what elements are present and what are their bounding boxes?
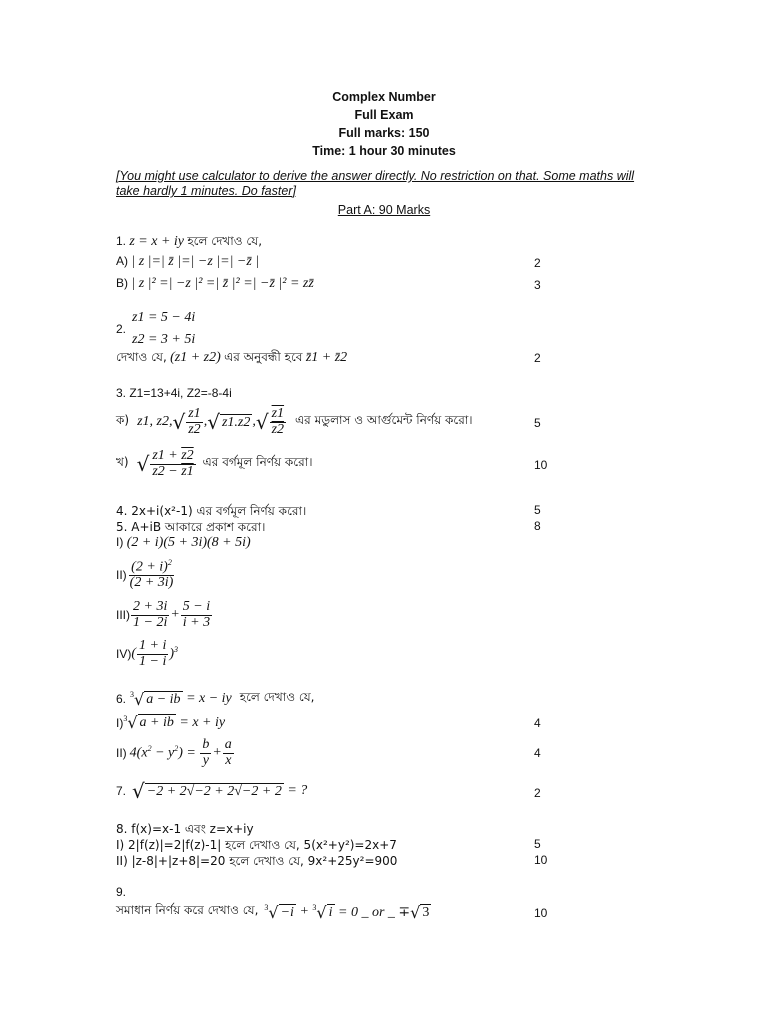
q2-number: 2. xyxy=(116,322,127,336)
q7-expression: −2 + 2√−2 + 2√−2 + 2 xyxy=(146,783,282,799)
q5-iii: III) $\frac{2 + 3i}{1 - 2i}$ + $\frac{5 - i}{i + 3}$ xyxy=(116,598,211,630)
q1-expression: z = x + iy xyxy=(129,234,185,249)
q2-line2: z2 = 3 + 5i xyxy=(132,332,196,347)
q5-iii-frac2: $\frac{5 - i}{i + 3}$ xyxy=(182,598,211,630)
q5-ii-label: II) xyxy=(116,568,127,582)
q2-prefix: দেখাও যে, xyxy=(116,350,167,364)
q1-b xyxy=(116,276,314,292)
q6-ii-frac1: $\frac{b}{y}$ xyxy=(202,736,210,768)
q8-i-mark: 5 xyxy=(534,837,541,851)
q4-mark: 5 xyxy=(534,503,541,517)
q6-i-label: I) xyxy=(116,715,124,730)
q9-text: সমাধান নির্ণয় করে দেখাও যে, xyxy=(116,903,259,917)
q5-i xyxy=(116,535,251,551)
exam-note: [You might use calculator to derive the answer directly. No restriction on that. Some maths will take hardly 1 minutes. Do faster] xyxy=(116,169,635,198)
q5-i-label: I) xyxy=(116,535,124,549)
q7-number: 7. xyxy=(116,784,127,798)
q5-iv-label: IV) xyxy=(116,647,132,661)
q3-kha-mark: 10 xyxy=(534,458,548,472)
q7-mark: 2 xyxy=(534,786,541,800)
part-a-title: Part A: 90 Marks xyxy=(337,203,431,217)
q2-mark: 2 xyxy=(534,351,541,365)
q5-mark: 8 xyxy=(534,519,541,533)
q8-ii-text: II) |z-8|+|z+8|=20 হলে দেখাও যে, 9x²+25y²=900 xyxy=(116,854,398,868)
q6-line: 6. $^3$ √ a − ib = x − iy হলে দেখাও যে, xyxy=(116,689,315,709)
q1-a-mark: 2 xyxy=(534,256,541,270)
q1-b-label: B) xyxy=(116,276,128,290)
q5-iv: IV) ( $\frac{1 + i}{1 - i}$ )$^3$ xyxy=(116,637,179,669)
q5-ii-frac: $\frac{(2 + i)^2}{(2 + 3i)}$ xyxy=(129,557,174,591)
exam-full-marks: Full marks: 150 xyxy=(338,126,430,140)
q8-i-text: I) 2|f(z)|=2|f(z)-1| হলে দেখাও যে, 5(x²+y²)=2x+7 xyxy=(116,838,397,852)
q1-line xyxy=(116,233,262,253)
q3-kha-label: খ) xyxy=(116,455,129,469)
q6-i-mark: 4 xyxy=(534,716,541,730)
q5-iii-frac1: $\frac{2 + 3i}{1 - 2i}$ xyxy=(133,598,168,630)
q3-kha-text: এর বর্গমূল নির্ণয় করো। xyxy=(202,455,313,469)
exam-header xyxy=(0,88,768,160)
q1-suffix: হলে দেখাও যে, xyxy=(187,234,263,248)
q2-result: z̄1 + z̄2 xyxy=(305,350,348,365)
q3-ka-label: ক) xyxy=(116,413,130,427)
q3-ka: ক) z1, z2, √ $\frac{z1}{z2}$ , √ z1.z2 , √ $\frac{z1}{z2}$ এর মডুলাস ও আর্গুমেন্ট নির্ণয় করো। xyxy=(116,405,473,437)
q2-statement xyxy=(116,349,347,369)
q5-ii xyxy=(116,556,176,594)
q8-line: 8. f(x)=x-1 এবং z=x+iy xyxy=(116,822,254,836)
q2-line1: z1 = 5 − 4i xyxy=(132,310,196,325)
q6-suffix: হলে দেখাও যে, xyxy=(239,690,315,704)
q6-ii-frac2: $\frac{a}{x}$ xyxy=(224,736,232,768)
q3-ka-text: এর মডুলাস ও আর্গুমেন্ট নির্ণয় করো। xyxy=(295,413,473,427)
q1-number: 1. xyxy=(116,234,127,248)
q5-iv-frac: $\frac{1 + i}{1 - i}$ xyxy=(139,637,167,669)
q5-i-expression: (2 + i)(5 + 3i)(8 + 5i) xyxy=(126,535,251,550)
exam-type: Full Exam xyxy=(354,108,414,122)
q3-ka-frac2: $\frac{z1}{z2}$ xyxy=(271,405,285,437)
q7-line: 7. √ −2 + 2√−2 + 2√−2 + 2 = ? xyxy=(116,779,308,803)
q3-kha: খ) √ $\frac{z1 + z2}{z2 - z1}$ এর বর্গমূল নির্ণয় করো। xyxy=(116,447,313,479)
q5-iii-label: III) xyxy=(116,608,130,622)
q2-expression: (z1 + z2) xyxy=(170,350,221,365)
q3-ka-frac1: $\frac{z1}{z2}$ xyxy=(188,405,201,437)
q3-line: 3. Z1=13+4i, Z2=-8-4i xyxy=(116,386,232,400)
q1-b-expression: | z |² =| −z |² =| z̄ |² =| −z̄ |² = zz̄ xyxy=(131,276,314,291)
exam-subject: Complex Number xyxy=(332,90,436,104)
q6-i: I) $^3$ √ a + ib = x + iy xyxy=(116,713,226,732)
q5-text: 5. A+iB আকারে প্রকাশ করো। xyxy=(116,520,266,534)
q1-a-label: A) xyxy=(116,254,128,268)
q9-line: সমাধান নির্ণয় করে দেখাও যে, $^3$ √ −i + $^3$ √ i = 0 _ or _ ∓ √ 3 xyxy=(116,902,430,922)
q1-b-mark: 3 xyxy=(534,278,541,292)
q3-ka-mark: 5 xyxy=(534,416,541,430)
exam-time: Time: 1 hour 30 minutes xyxy=(312,144,456,158)
q4-text: 4. 2x+i(x²-1) এর বর্গমূল নির্ণয় করো। xyxy=(116,504,307,518)
q6-ii-label: II) xyxy=(116,746,127,760)
q1-a-expression: | z |=| z̄ |=| −z |=| −z̄ | xyxy=(131,254,260,269)
q3-kha-frac: $\frac{z1 + z2}{z2 - z1}$ xyxy=(152,447,194,479)
q6-ii-mark: 4 xyxy=(534,746,541,760)
q6-ii: II) $4(x^2 - y^2)$ = $\frac{b}{y}$ + $\frac{a}{x}$ xyxy=(116,736,232,768)
q2-middle-text: এর অনুবন্ধী হবে xyxy=(224,350,303,364)
q6-number: 6. xyxy=(116,692,127,706)
q9-mark: 10 xyxy=(534,906,548,920)
q9-number: 9. xyxy=(116,885,127,899)
q1-a xyxy=(116,254,259,270)
q8-ii-mark: 10 xyxy=(534,853,548,867)
